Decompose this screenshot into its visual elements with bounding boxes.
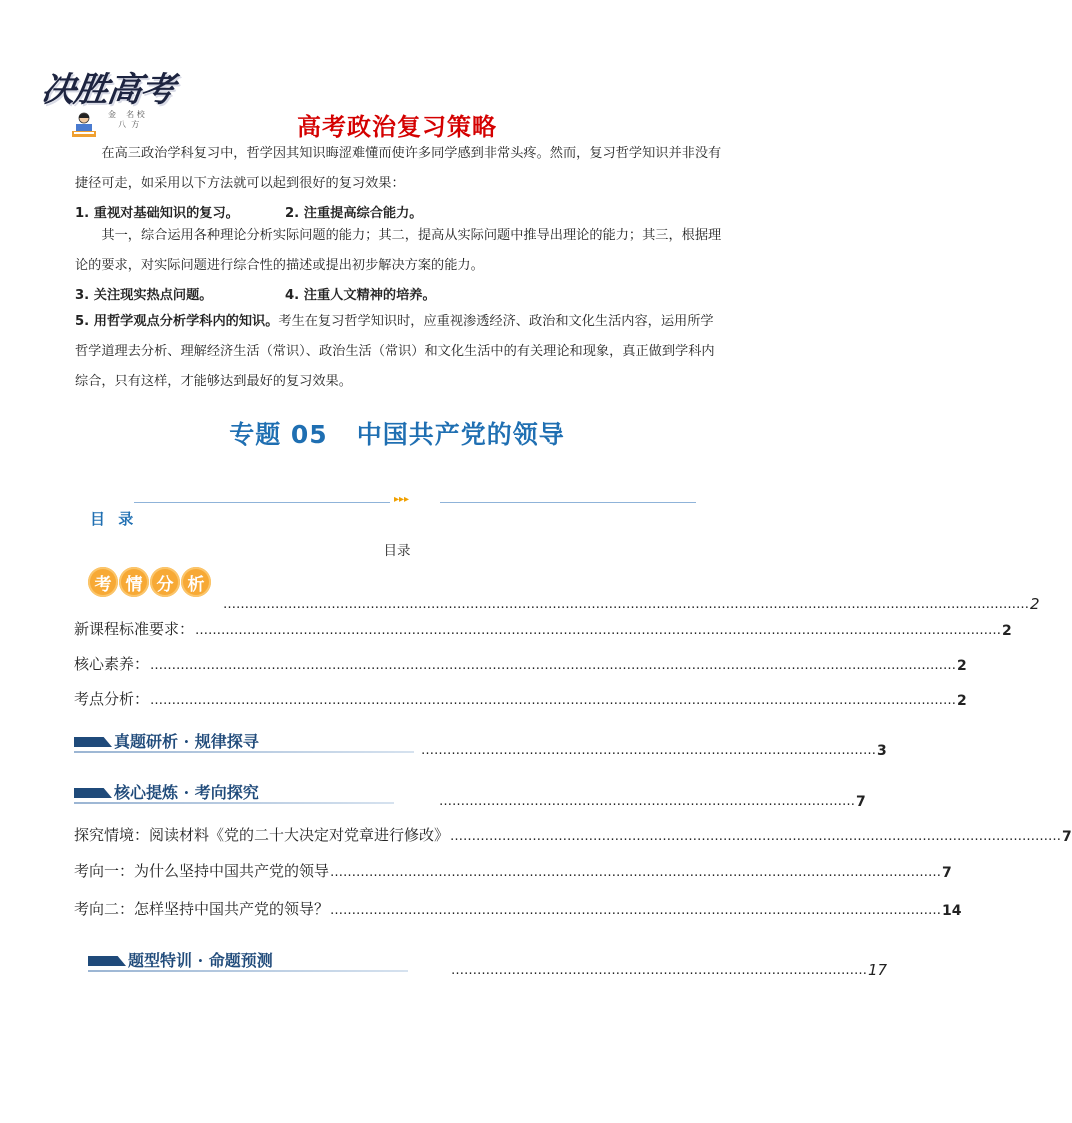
point-5-paragraph: [75, 307, 723, 397]
toc-heading: 目录: [383, 543, 411, 559]
toc-leader-dots: ……………………………………………………………………………………………………………………………………………………………………: [195, 623, 1002, 638]
toc-page-number: 17: [868, 961, 888, 979]
banner-flag-icon: [74, 737, 112, 747]
toc-leader-dots: ……………………………………………………………………………………: [451, 963, 867, 978]
point-5-heading: 5. 用哲学观点分析学科内的知识。: [75, 314, 279, 329]
toc-page-number: 3: [877, 743, 887, 759]
toc-entry-label: 新课程标准要求：: [74, 620, 195, 638]
point-5-text: 考生在复习哲学知识时，应重视渗透经济、政治和文化生活内容，运用所学哲学道理去分析、理解经济生活（常识）、政治生活（常识）和文化生活中的有关理论和现象，真正做到学科内综合，只有这样，才能够达到最好的复习效果。: [75, 314, 715, 389]
section-title: 专题 05 中国共产党的领导: [229, 420, 565, 449]
toc-entry-label: 核心素养：: [74, 655, 150, 673]
toc-page-number: 7: [942, 865, 952, 881]
toc-entry[interactable]: [450, 957, 888, 979]
toc-leader-dots: ……………………………………………………………………………………………………………………………: [330, 865, 942, 880]
badge-char: 考: [88, 567, 118, 597]
section-banner-tixing: 题型特训 · 命题预测: [88, 946, 408, 972]
point-4: 4. 注重人文精神的培养。: [285, 288, 436, 303]
toc-page-number: 7: [1062, 829, 1072, 845]
toc-entry-label: 考向二：怎样坚持中国共产党的领导？: [74, 900, 330, 918]
toc-leader-dots: ……………………………………………………………………………………………………………………………: [450, 829, 1062, 844]
toc-entry[interactable]: [438, 788, 866, 810]
toc-page-number: 2: [1002, 623, 1012, 639]
toc-entry[interactable]: [74, 897, 962, 919]
toc-page-number: 2: [957, 693, 967, 709]
logo-subtitle: 金 名 校 八 方: [108, 110, 145, 129]
toc-page-number: 7: [856, 794, 866, 810]
point-3: 3. 关注现实热点问题。: [75, 288, 213, 303]
intro-paragraph-1: 在高三政治学科复习中，哲学因其知识晦涩难懂而使许多同学感到非常头疼。然而，复习哲学知识并非没有捷径可走，如采用以下方法就可以起到很好的复习效果：: [75, 146, 722, 191]
section-banner-hexin: 核心提炼 · 考向探究: [74, 778, 394, 804]
toc-entry[interactable]: [74, 617, 1012, 639]
toc-entry[interactable]: [74, 687, 967, 709]
badge-char: 情: [119, 567, 149, 597]
toc-entry[interactable]: [420, 737, 887, 759]
page-title: 高考政治复习策略: [297, 113, 497, 141]
toc-entry[interactable]: [222, 591, 1040, 613]
toc-entry-label: 考向一：为什么坚持中国共产党的领导: [74, 862, 330, 880]
badge-char: 析: [181, 567, 211, 597]
toc-leader-dots: ……………………………………………………………………………………………………………………………………………………………………: [223, 597, 1029, 612]
toc-page-number: 2: [1030, 595, 1040, 613]
toc-leader-dots: ……………………………………………………………………………………………: [421, 743, 876, 758]
point-2: 2. 注重提高综合能力。: [285, 206, 423, 221]
badge-char: 分: [150, 567, 180, 597]
toc-entry[interactable]: [74, 823, 1072, 845]
point-1: 1. 重视对基础知识的复习。: [75, 206, 239, 221]
toc-page-number: 14: [942, 903, 962, 919]
banner-flag-icon: [74, 788, 112, 798]
toc-leader-dots: ……………………………………………………………………………………………………………………………………………………………………: [150, 658, 957, 673]
banner-flag-icon: [88, 956, 126, 966]
section-banner-zhenti: 真题研析 · 规律探寻: [74, 727, 414, 753]
toc-entry-label: 考点分析：: [74, 690, 150, 708]
intro-paragraph-2: 其一，综合运用各种理论分析实际问题的能力；其二，提高从实际问题中推导出理论的能力；其三，根据理论的要求，对实际问题进行综合性的描述或提出初步解决方案的能力。: [75, 228, 722, 273]
toc-leader-dots: ……………………………………………………………………………………………………………………………………………………………………: [150, 693, 957, 708]
toc-entry[interactable]: [74, 859, 952, 881]
toc-entry-label: 探究情境：阅读材料《党的二十大决定对党章进行修改》: [74, 826, 450, 844]
toc-page-number: 2: [957, 658, 967, 674]
toc-label: 目 录: [90, 510, 138, 528]
toc-leader-dots: ……………………………………………………………………………………………………………………………: [330, 903, 942, 918]
toc-entry[interactable]: [74, 652, 967, 674]
toc-rule-left: [134, 502, 390, 503]
toc-arrow-icon: ▸▸▸: [394, 494, 410, 505]
toc-rule-right: [440, 502, 696, 503]
kaoqing-fenxi-badge: [88, 567, 212, 599]
toc-leader-dots: ……………………………………………………………………………………: [439, 794, 855, 809]
logo-text: 决胜高考: [38, 70, 177, 110]
